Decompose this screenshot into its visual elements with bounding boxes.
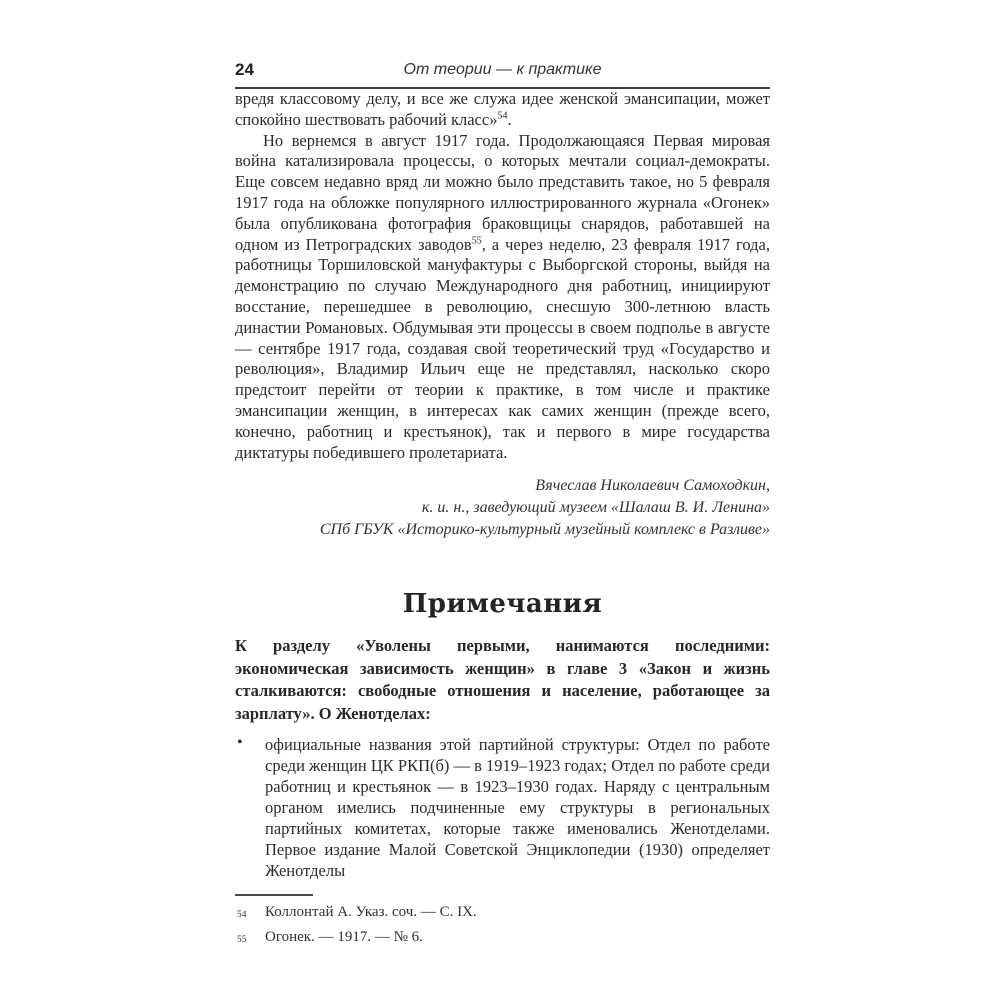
paragraph-text: Но вернемся в август 1917 года. Продолжающаяся Первая мировая война катализировала процессы, о которых мечтали социал-демократы. Еще совсем недавно вряд ли можно было представить такое, но 5 февраля 1917 года на обложке популярного иллюстрированного журнала «Огонек» была опубликована фотография браковщицы снарядов, работавшей на одном из Петроградских заводов — [235, 130, 770, 254]
footnote-ref-54: 54 — [497, 110, 508, 122]
footnote-number: 54 — [237, 910, 247, 921]
page-number: 24 — [235, 60, 254, 79]
footnotes-section — [235, 894, 770, 950]
signature-title: к. и. н., заведующий музеем «Шалаш В. И. Ленина» — [421, 499, 770, 517]
footnote-ref-55: 55 — [471, 235, 482, 247]
footnote-text: Огонек. — 1917. — № 6. — [265, 929, 423, 946]
signature-block — [235, 475, 770, 541]
footnote-item — [235, 925, 770, 950]
bullet-list-item — [235, 734, 770, 881]
running-title: От теории — к практике — [403, 61, 602, 78]
notes-heading: Примечания — [402, 589, 603, 620]
bullet-text: официальные названия этой партийной структуры: Отдел по работе среди женщин ЦК РКП(б) — в 1919–1923 годах; Отдел по работе среди работниц и крестьянок — в 1923–1930 годах. Наряду с центральным органом имелись подчиненные ему структуры в региональных партийных комитетах, которые также именовались Женотделами. Первое издание Малой Советской Энциклопедии (1930) определяет Женотделы — [265, 735, 770, 881]
paragraph-text: , а через неделю, 23 февраля 1917 года, работницы Торшиловской мануфактуры с Выборгской стороны, выйдя на демонстрацию по случаю Международного дня работниц, инициируют восстание, перешедшее в революцию, снесшую 300-летнюю власть династии Романовых. Обдумывая эти процессы в своем подполье в августе — сентябре 1917 года, создавая свой теоретический труд «Государство и революция», Владимир Ильич еще не представлял, насколько скоро предстоит перейти от теории к практике, в том числе и практике эмансипации женщин, в интересах как самих женщин (прежде всего, конечно, работниц и крестьянок), так и первого в мире государства диктатуры победившего пролетариата. — [235, 234, 771, 462]
body-paragraph-continuation — [235, 89, 770, 131]
bullet-icon: • — [237, 734, 243, 752]
paragraph-text: . — [507, 109, 512, 129]
signature-organization: СПб ГБУК «Историко-культурный музейный комплекс в Разливе» — [319, 521, 770, 539]
footnote-divider — [235, 894, 313, 896]
notes-intro: К разделу «Уволены первыми, нанимаются последними: экономическая зависимость женщин» в главе 3 «Закон и жизнь сталкиваются: свободные отношения и население, работающее за зарплату». О Женотделах: — [235, 636, 770, 723]
footnote-number: 55 — [237, 935, 247, 946]
paragraph-text: вредя классовому делу, и все же служа идее женской эмансипации, может спокойно шествовать рабочий класс» — [235, 89, 770, 129]
page-header — [235, 60, 770, 89]
footnote-item — [235, 900, 770, 925]
page-content — [235, 60, 770, 950]
signature-name: Вячеслав Николаевич Самоходкин, — [535, 477, 770, 495]
body-paragraph — [235, 131, 770, 464]
footnote-text: Коллонтай А. Указ. соч. — С. IX. — [265, 904, 477, 921]
main-text — [235, 89, 770, 463]
